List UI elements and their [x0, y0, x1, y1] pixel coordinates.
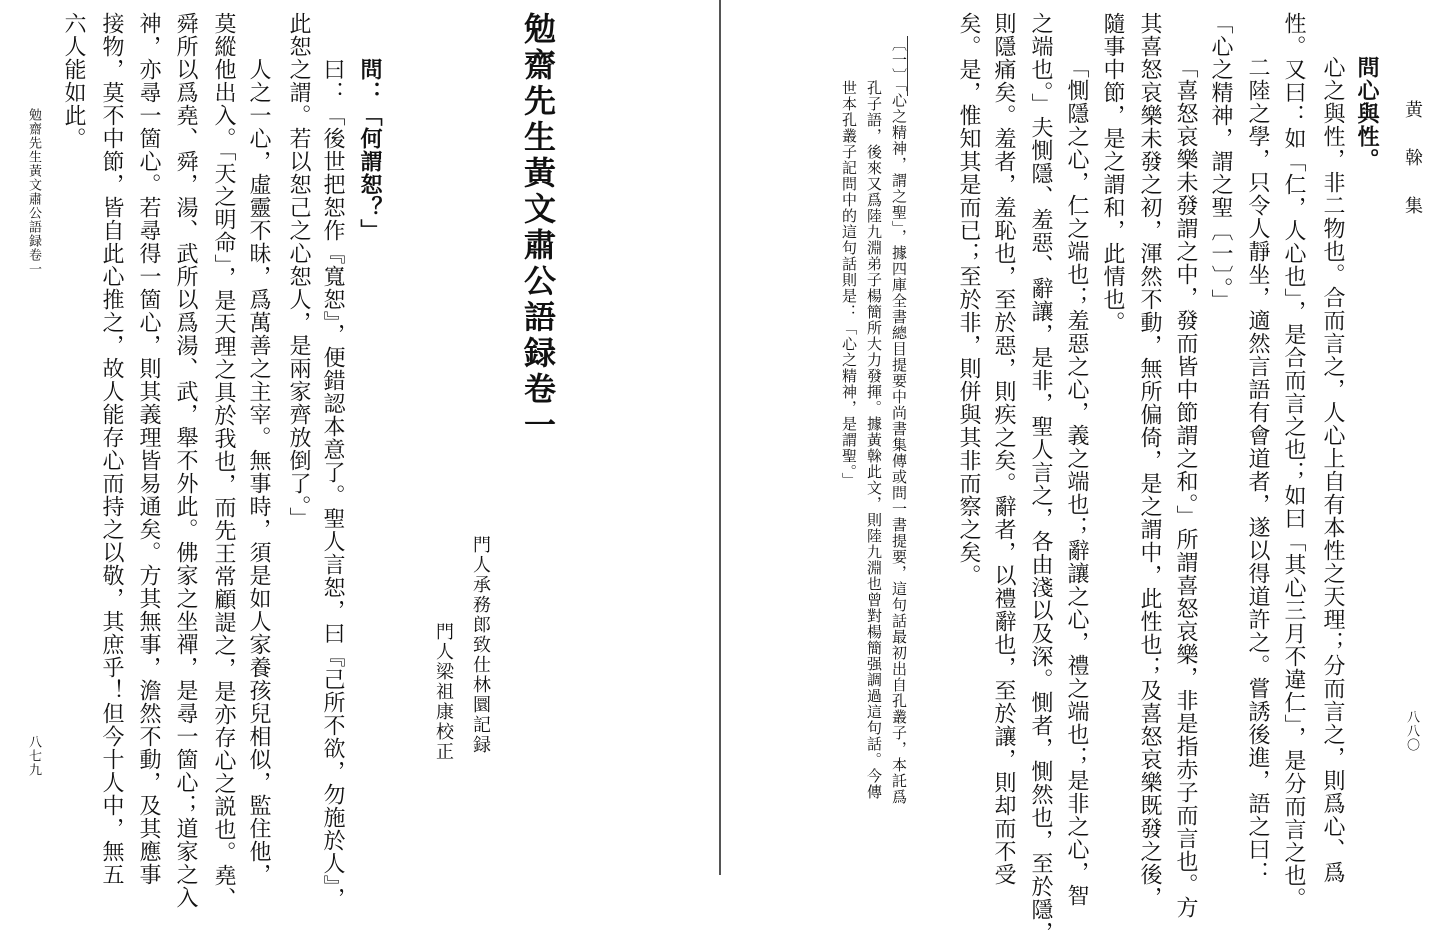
footnote-column: 世本孔叢子記問中的這句話則是：「心之精神，是謂聖。」 — [840, 80, 858, 489]
text-column: 「喜怒哀樂未發謂之中，發而皆中節謂之和。」所謂喜怒哀樂，非是指赤子而言也。方 — [1173, 56, 1198, 919]
volume-title: 勉齋先生黃文肅公語録卷一 — [519, 12, 557, 444]
text-column: 矣。是，惟知其是而已；至於非，則併與其非而察之矣。 — [956, 12, 981, 587]
text-column: 神，亦尋一箇心。若尋得一箇心，則其義理皆易通矣。方其無事，澹然不動，及其應事 — [136, 12, 161, 886]
text-column: 則隱痛矣。羞者，羞恥也，至於惡，則疾之矣。辭者，以禮辭也，至於讓，則却而不受 — [991, 12, 1016, 886]
attribution-recorder: 門人承務郎致仕林圜記録 — [470, 535, 491, 755]
running-header: 黄 榦 集 — [1402, 100, 1423, 220]
text-column: 其喜怒哀樂未發之初，渾然不動，無所偏倚，是之謂中，此性也；及喜怒哀樂既發之後， — [1137, 12, 1162, 909]
page-gutter — [719, 0, 721, 875]
running-footer-title: 勉齋先生黃文肅公語録卷一 — [26, 108, 41, 276]
text-column: 心之與性，非二物也。合而言之，人心上自有本性之天理；分而言之，則爲心、爲 — [1320, 56, 1345, 884]
text-column: 六人能如此。 — [61, 12, 86, 150]
footnote-column: 孔子語，後來又爲陸九淵弟子楊簡所大力發揮。據黃榦此文，則陸九淵也曾對楊簡强調過這句話。今傳 — [865, 80, 883, 800]
text-column: 接物，莫不中節，皆自此心推之，故人能存心而持之以敬，其庶乎！但今十人中，無五 — [99, 12, 124, 886]
text-column: 舜所以爲堯、舜，湯、武所以爲湯、武，舉不外此。佛家之坐禪，是尋一箇心；道家之入 — [173, 12, 198, 909]
left-page — [0, 0, 720, 910]
text-column: 「心之精神，謂之聖〔一〕。」 — [1208, 12, 1233, 312]
text-column: 二陸之學，只令人靜坐，適然言語有會道者，遂以得道許之。嘗誘後進，語之曰： — [1245, 56, 1270, 884]
page-number: 八七九 — [26, 735, 41, 777]
text-column: 性。又曰：如「仁，人心也」，是合而言之也；如曰「其心三月不違仁」，是分而言之也。 — [1281, 12, 1306, 910]
right-page — [722, 0, 1441, 944]
footnote-column: 〔一〕「心之精神，謂之聖」，據四庫全書總目提要中尚書集傳或問一書提要，這句話最初出自孔叢子，本託爲 — [890, 36, 908, 805]
text-column: 問：「何謂恕？」 — [357, 58, 383, 242]
text-column: 之端也。」夫惻隱、羞惡、辭讓，是非，聖人言之，各由淺以及深。惻者，惻然也，至於隱， — [1028, 12, 1053, 944]
attribution-editor: 門人梁祖康校正 — [433, 622, 454, 762]
text-column: 此恕之謂。若以恕己之心恕人，是兩家齊放倒了。」 — [286, 12, 311, 530]
section-heading: 問心與性。 — [1354, 56, 1380, 171]
text-column: 「惻隱之心，仁之端也；羞惡之心，義之端也；辭讓之心，禮之端也；是非之心，智 — [1064, 56, 1089, 907]
page-number: 八八〇 — [1404, 710, 1419, 752]
text-column: 人之一心，虛靈不昧，爲萬善之主宰。無事時，須是如人家養孩兒相似，監住他， — [246, 58, 271, 886]
text-column: 莫縱他出入。「天之明命」，是天理之具於我也，而先王常顧諟之，是亦存心之説也。堯、 — [211, 12, 236, 910]
text-column: 隨事中節，是之謂和，此情也。 — [1100, 12, 1125, 334]
text-column: 曰：「後世把恕作『寬恕』，便錯認本意了。聖人言恕，曰『己所不欲，勿施於人』， — [320, 58, 345, 910]
